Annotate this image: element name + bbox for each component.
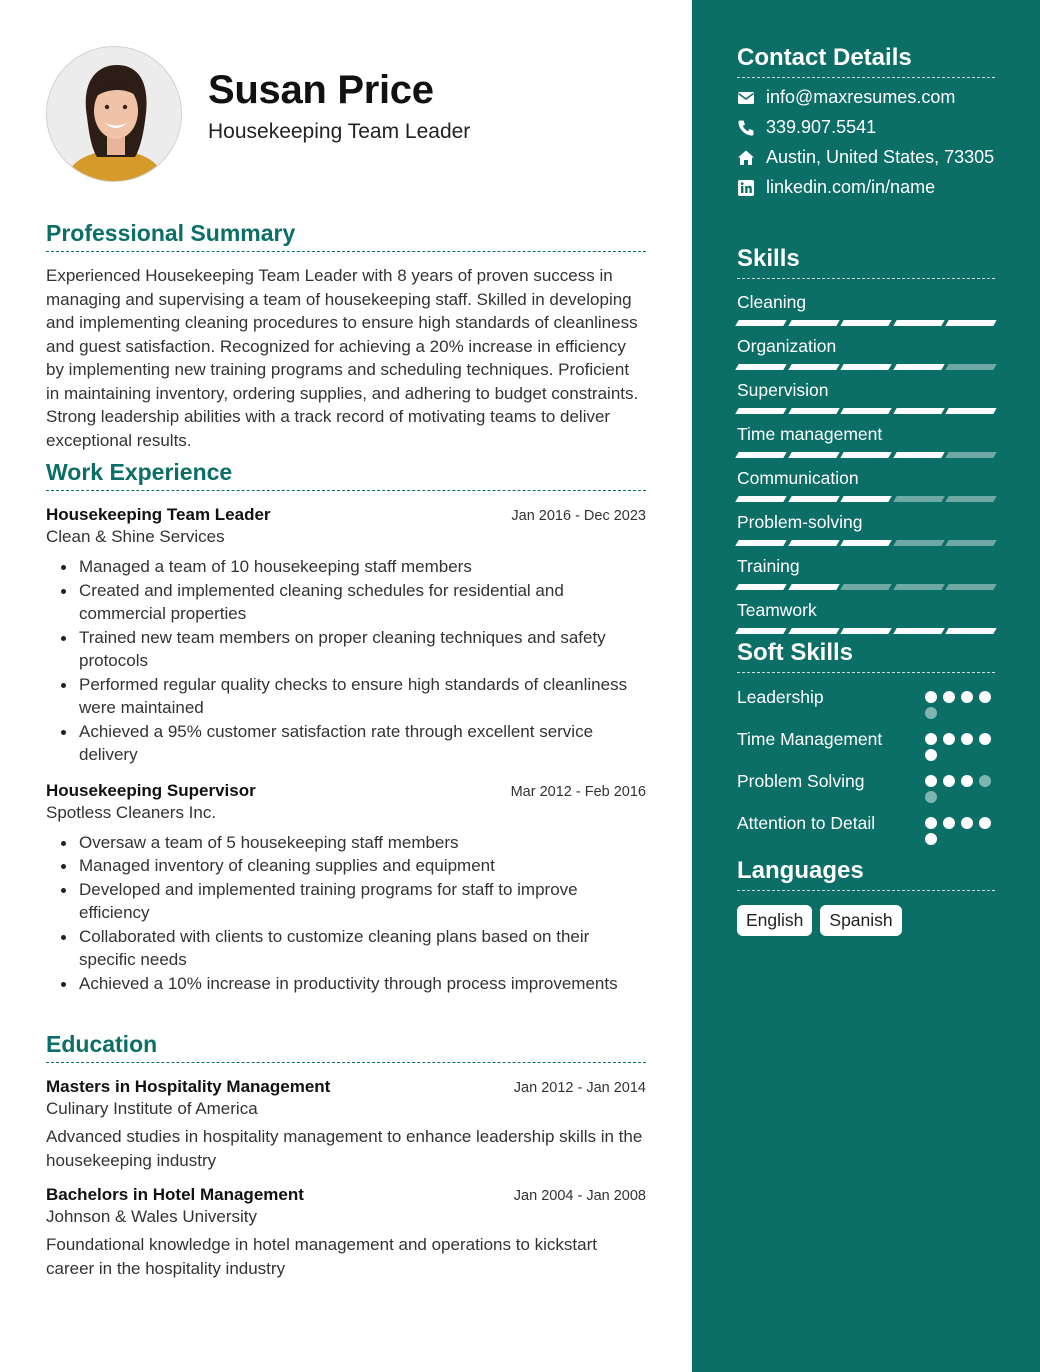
skill-level-segment — [893, 452, 944, 458]
rating-dot — [925, 691, 937, 703]
list-item: Created and implemented cleaning schedules for residential and commercial properties — [46, 579, 646, 626]
contact-email[interactable] — [737, 87, 995, 108]
soft-skill-name: Leadership — [737, 687, 824, 707]
skill-level-segment — [735, 452, 786, 458]
rating-dot — [961, 691, 973, 703]
rating-dot — [925, 707, 937, 719]
skill-level-segment — [840, 452, 891, 458]
skill-level-segment — [840, 320, 891, 326]
skill-item — [737, 468, 995, 502]
list-item: Managed a team of 10 housekeeping staff members — [46, 555, 646, 579]
job-title: Housekeeping Supervisor — [46, 780, 256, 800]
skill-level-segment — [946, 452, 997, 458]
skill-level-segment — [893, 320, 944, 326]
skill-level-segment — [893, 496, 944, 502]
skills-title: Skills — [737, 245, 995, 279]
languages-section — [737, 857, 995, 936]
skill-level-segment — [788, 584, 839, 590]
skill-level-segment — [893, 540, 944, 546]
rating-dot — [979, 691, 991, 703]
skill-name: Cleaning — [737, 292, 807, 312]
skill-level-segment — [735, 540, 786, 546]
languages-title: Languages — [737, 857, 995, 891]
skill-level-segment — [788, 540, 839, 546]
skill-item — [737, 556, 995, 590]
list-item: Managed inventory of cleaning supplies and equipment — [46, 854, 646, 878]
education-date: Jan 2004 - Jan 2008 — [513, 1188, 646, 1204]
soft-skill-rating — [925, 769, 995, 803]
soft-skill-item — [737, 769, 995, 803]
soft-skill-rating — [925, 685, 995, 719]
skill-level-bar — [737, 452, 995, 458]
school-name: Culinary Institute of America — [46, 1099, 258, 1118]
soft-skill-name: Time Management — [737, 729, 883, 749]
education-section — [46, 1031, 646, 1281]
skill-level-segment — [893, 364, 944, 370]
skill-level-segment — [735, 496, 786, 502]
skill-item — [737, 336, 995, 370]
list-item: Developed and implemented training programs for staff to improve efficiency — [46, 878, 646, 925]
skill-level-segment — [946, 584, 997, 590]
rating-dot — [943, 691, 955, 703]
rating-dot — [925, 775, 937, 787]
skill-item — [737, 380, 995, 414]
degree-title: Masters in Hospitality Management — [46, 1077, 331, 1096]
skill-level-segment — [946, 364, 997, 370]
list-item: Oversaw a team of 5 housekeeping staff members — [46, 831, 646, 855]
skill-level-segment — [788, 452, 839, 458]
skill-name: Supervision — [737, 380, 829, 400]
skill-level-segment — [840, 540, 891, 546]
skill-name: Training — [737, 556, 800, 576]
job-date: Jan 2016 - Dec 2023 — [511, 508, 646, 524]
education-date: Jan 2012 - Jan 2014 — [513, 1080, 646, 1096]
skill-level-segment — [735, 408, 786, 414]
job-company: Spotless Cleaners Inc. — [46, 802, 217, 822]
skill-level-segment — [788, 496, 839, 502]
skill-level-segment — [840, 408, 891, 414]
skill-level-segment — [735, 364, 786, 370]
contact-section — [737, 44, 995, 198]
home-icon — [737, 149, 755, 167]
school-name: Johnson & Wales University — [46, 1207, 258, 1226]
list-item: Collaborated with clients to customize cleaning plans based on their specific needs — [46, 925, 646, 972]
language-tag: Spanish — [820, 905, 901, 936]
skill-level-bar — [737, 364, 995, 370]
phone-text: 339.907.5541 — [766, 117, 877, 137]
sidebar — [692, 0, 1040, 1372]
skill-level-segment — [840, 584, 891, 590]
education-description: Foundational knowledge in hotel management and operations to kickstart career in the hospitality industry — [46, 1235, 597, 1278]
skills-list — [737, 292, 995, 634]
skill-level-segment — [735, 320, 786, 326]
phone-icon — [737, 119, 755, 137]
job-entry — [46, 505, 646, 767]
skill-level-bar — [737, 320, 995, 326]
skill-level-segment — [946, 408, 997, 414]
rating-dot — [961, 817, 973, 829]
skill-level-segment — [735, 584, 786, 590]
skill-level-bar — [737, 584, 995, 590]
skill-level-bar — [737, 540, 995, 546]
rating-dot — [925, 817, 937, 829]
skill-level-segment — [893, 408, 944, 414]
rating-dot — [925, 791, 937, 803]
email-text: info@maxresumes.com — [766, 87, 956, 107]
rating-dot — [925, 833, 937, 845]
candidate-name: Susan Price — [208, 68, 434, 112]
job-entry — [46, 781, 646, 996]
skill-name: Organization — [737, 336, 837, 356]
soft-skills-title: Soft Skills — [737, 639, 995, 673]
profile-photo — [46, 46, 182, 182]
contact-title: Contact Details — [737, 44, 995, 78]
rating-dot — [925, 749, 937, 761]
rating-dot — [979, 733, 991, 745]
skills-section — [737, 245, 995, 634]
education-description: Advanced studies in hospitality management to enhance leadership skills in the housekeeping industry — [46, 1127, 643, 1170]
contact-phone[interactable] — [737, 117, 995, 138]
skill-level-segment — [788, 320, 839, 326]
list-item: Achieved a 95% customer satisfaction rate through excellent service delivery — [46, 720, 646, 767]
list-item: Performed regular quality checks to ensure high standards of cleanliness were maintained — [46, 673, 646, 720]
skill-level-segment — [946, 628, 997, 634]
skill-level-segment — [788, 408, 839, 414]
skill-item — [737, 292, 995, 326]
skill-level-bar — [737, 628, 995, 634]
linkedin-text: linkedin.com/in/name — [766, 177, 936, 197]
skill-level-segment — [840, 364, 891, 370]
job-title: Housekeeping Team Leader — [46, 505, 271, 524]
skill-level-segment — [893, 628, 944, 634]
job-bullets — [46, 831, 646, 996]
skill-level-segment — [735, 628, 786, 634]
soft-skill-rating — [925, 811, 995, 845]
rating-dot — [961, 775, 973, 787]
skill-level-segment — [788, 628, 839, 634]
list-item: Trained new team members on proper cleaning techniques and safety protocols — [46, 626, 646, 673]
skill-item — [737, 424, 995, 458]
skill-level-bar — [737, 408, 995, 414]
summary-section — [46, 220, 646, 452]
summary-title: Professional Summary — [46, 220, 646, 252]
skill-level-segment — [788, 364, 839, 370]
soft-skills-section — [737, 639, 995, 845]
soft-skill-rating — [925, 727, 995, 761]
job-date: Mar 2012 - Feb 2016 — [510, 783, 646, 800]
skill-level-segment — [840, 628, 891, 634]
job-company: Clean & Shine Services — [46, 527, 225, 546]
contact-address — [737, 147, 995, 168]
soft-skill-item — [737, 811, 995, 845]
skill-name: Teamwork — [737, 600, 817, 620]
experience-title: Work Experience — [46, 459, 646, 491]
skill-level-segment — [840, 496, 891, 502]
soft-skill-item — [737, 685, 995, 719]
skill-level-segment — [893, 584, 944, 590]
rating-dot — [925, 733, 937, 745]
skill-level-segment — [946, 540, 997, 546]
skill-item — [737, 512, 995, 546]
rating-dot — [961, 733, 973, 745]
soft-skill-name: Problem Solving — [737, 771, 865, 791]
linkedin-icon — [737, 179, 755, 197]
skill-name: Problem-solving — [737, 512, 863, 532]
education-title: Education — [46, 1031, 646, 1063]
degree-title: Bachelors in Hotel Management — [46, 1185, 304, 1204]
skill-level-segment — [946, 320, 997, 326]
envelope-icon — [737, 89, 755, 107]
education-entry — [46, 1185, 646, 1281]
skill-name: Communication — [737, 468, 859, 488]
job-bullets — [46, 555, 646, 767]
rating-dot — [943, 775, 955, 787]
experience-section — [46, 459, 646, 995]
rating-dot — [979, 817, 991, 829]
education-entry — [46, 1077, 646, 1173]
contact-linkedin[interactable] — [737, 177, 995, 198]
skill-level-bar — [737, 496, 995, 502]
summary-text: Experienced Housekeeping Team Leader with 8 years of proven success in managing and supervising a team of housekeeping staff. Skilled in developing and implementing cleaning procedures to ensure high standards of cleanliness and guest satisfaction. Recognized for achieving a 20% increase in efficiency by implementing new training programs and scheduling techniques. Proficient in maintaining inventory, ordering supplies, and adhering to budget constraints. Strong leadership abilities with a track record of motivating teams to deliver exceptional results. — [46, 266, 639, 450]
rating-dot — [979, 775, 991, 787]
soft-skills-list — [737, 685, 995, 845]
candidate-role: Housekeeping Team Leader — [208, 120, 471, 143]
list-item: Achieved a 10% increase in productivity through process improvements — [46, 972, 646, 996]
rating-dot — [943, 817, 955, 829]
soft-skill-name: Attention to Detail — [737, 813, 876, 833]
language-tag: English — [737, 905, 812, 936]
skill-item — [737, 600, 995, 634]
soft-skill-item — [737, 727, 995, 761]
address-text: Austin, United States, 73305 — [766, 147, 995, 167]
skill-level-segment — [946, 496, 997, 502]
languages-list — [737, 905, 995, 936]
skill-name: Time management — [737, 424, 883, 444]
rating-dot — [943, 733, 955, 745]
